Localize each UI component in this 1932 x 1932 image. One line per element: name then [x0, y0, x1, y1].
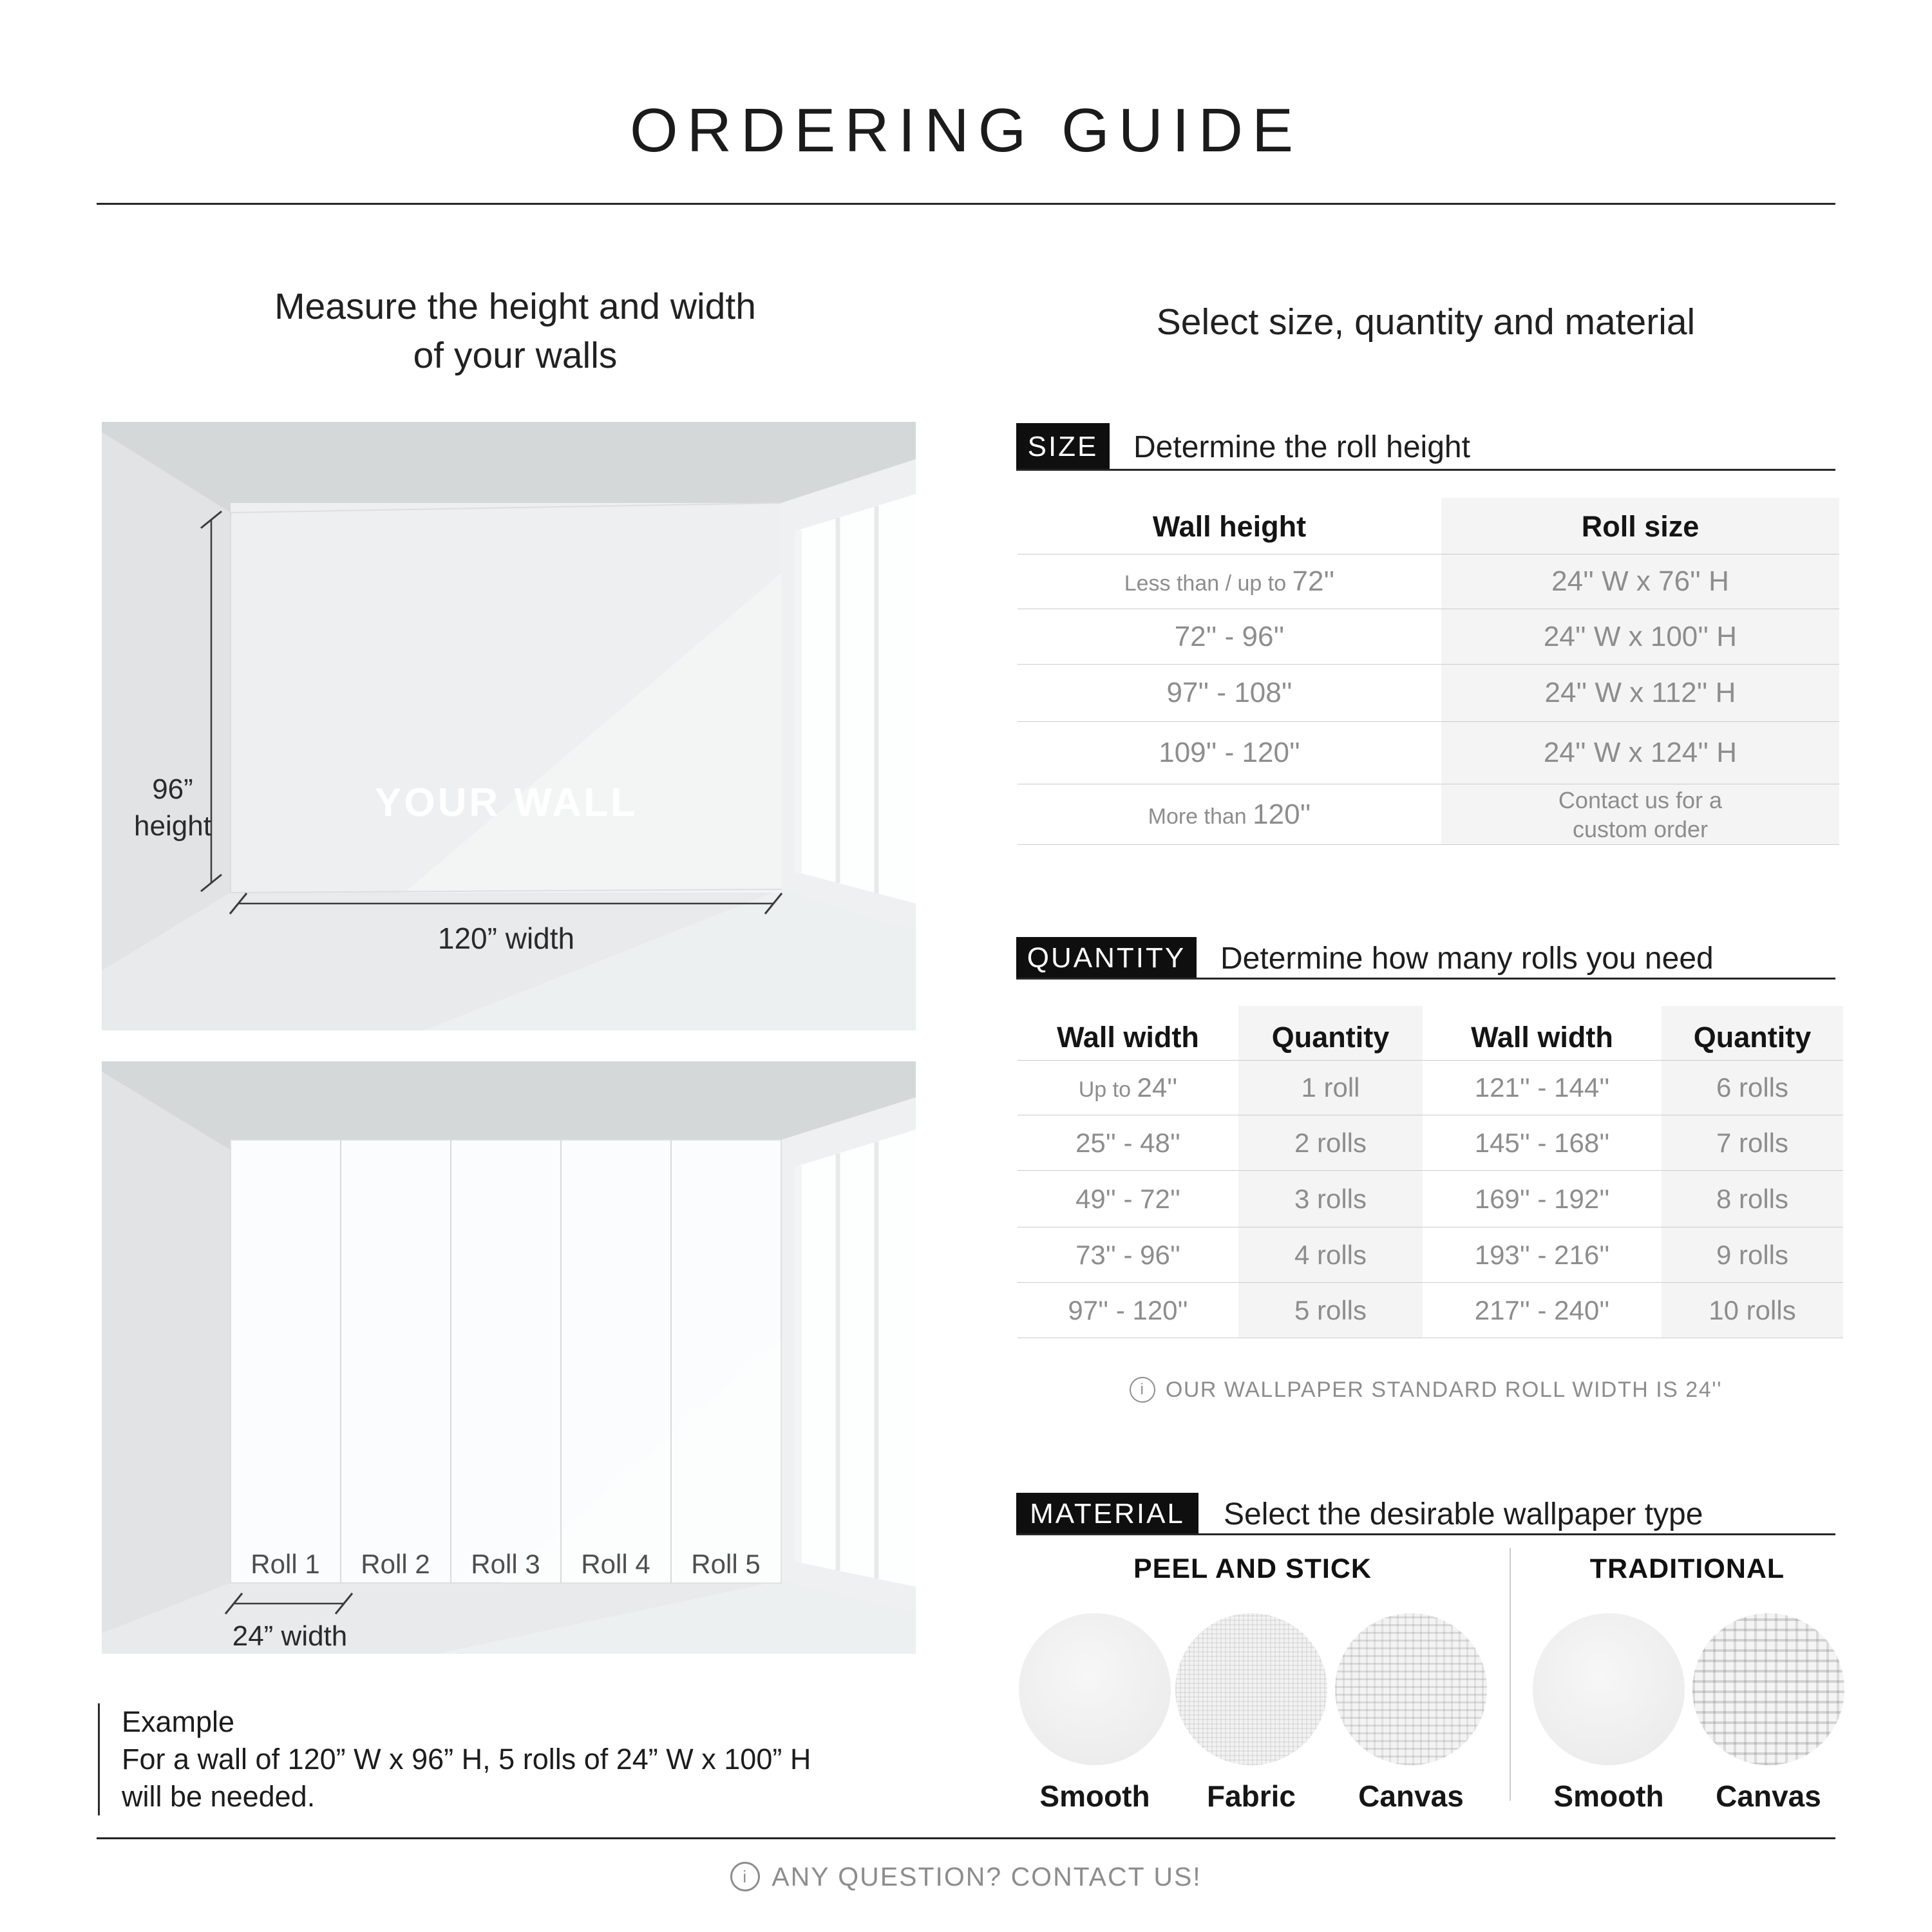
material-group-divider	[1510, 1548, 1511, 1801]
quantity-cell-wall-width: 121'' - 144''	[1474, 1072, 1610, 1103]
quantity-header-quantity-1: Quantity	[1271, 1021, 1390, 1054]
footer-note	[0, 1856, 1932, 1897]
swatch-label: Smooth	[1039, 1779, 1150, 1813]
room1-window-pane	[799, 494, 916, 904]
size-section-underline	[1016, 469, 1835, 471]
size-subtitle: Determine the roll height	[1133, 430, 1470, 464]
info-icon: i	[730, 1862, 760, 1891]
example-note	[98, 1703, 811, 1815]
roll-label-1: Roll 1	[251, 1549, 320, 1579]
roll-label-2: Roll 2	[361, 1549, 430, 1579]
title-divider	[97, 203, 1835, 205]
quantity-section-underline	[1016, 978, 1835, 980]
quantity-cell-value: 24''	[1137, 1072, 1178, 1103]
footer-divider	[97, 1837, 1835, 1839]
size-cell-value: 97'' - 108''	[1166, 677, 1293, 708]
quantity-cell-rolls: 7 rolls	[1716, 1127, 1789, 1158]
example-title: Example	[122, 1705, 235, 1738]
quantity-cell-prefix: Up to	[1078, 1077, 1137, 1102]
roll-width-note	[1016, 1370, 1835, 1409]
quantity-cell-wall-width: 49'' - 72''	[1075, 1183, 1180, 1214]
quantity-cell-rolls: 6 rolls	[1716, 1072, 1789, 1103]
quantity-cell-wall-width: 217'' - 240''	[1474, 1294, 1610, 1325]
quantity-cell-rolls: 1 roll	[1301, 1072, 1360, 1103]
quantity-cell-rolls: 10 rolls	[1709, 1294, 1796, 1325]
quantity-cell-rolls: 2 rolls	[1294, 1127, 1367, 1158]
your-wall-label: YOUR WALL	[375, 781, 638, 825]
size-cell-value: 109'' - 120''	[1159, 737, 1300, 768]
swatch-traditional-smooth	[1533, 1613, 1685, 1765]
size-cell-roll-size: 24'' W x 112'' H	[1544, 677, 1736, 708]
quantity-cell-wall-width: 25'' - 48''	[1075, 1127, 1180, 1158]
material-subtitle: Select the desirable wallpaper type	[1224, 1497, 1703, 1531]
size-cell-prefix: More than	[1148, 804, 1253, 829]
size-badge: SIZE	[1016, 423, 1110, 471]
room-illustration-measure	[102, 422, 916, 1030]
roll-width-note-text: OUR WALLPAPER STANDARD ROLL WIDTH IS 24''	[1165, 1377, 1723, 1402]
swatch-peel-fabric	[1175, 1613, 1327, 1765]
left-column-heading	[103, 282, 927, 380]
size-cell-wall-height	[1018, 784, 1441, 844]
swatch-traditional-canvas	[1692, 1613, 1844, 1765]
page-title: ORDERING GUIDE	[629, 96, 1303, 165]
size-cell-value: 120''	[1253, 798, 1311, 830]
roll-label-3: Roll 3	[471, 1549, 540, 1579]
height-dimension-word: height	[134, 810, 211, 842]
room2-left-wall	[102, 1072, 231, 1633]
quantity-cell-wall-width	[1018, 1061, 1238, 1115]
swatch-peel-smooth	[1019, 1613, 1171, 1765]
footer-note-text: ANY QUESTION? CONTACT US!	[772, 1861, 1202, 1891]
size-cell-wall-height	[1018, 554, 1441, 609]
left-heading-line1: Measure the height and width	[274, 286, 756, 327]
size-cell-value: 72''	[1292, 565, 1335, 597]
swatch-label: Canvas	[1716, 1779, 1821, 1813]
quantity-cell-rolls: 8 rolls	[1716, 1183, 1789, 1214]
quantity-cell-rolls: 5 rolls	[1294, 1294, 1367, 1325]
size-row-divider	[1018, 844, 1839, 845]
quantity-header-quantity-2: Quantity	[1693, 1021, 1812, 1054]
material-badge: MATERIAL	[1016, 1493, 1198, 1535]
width-dimension-label: 120” width	[437, 922, 575, 955]
size-cell-roll-size: 24'' W x 76'' H	[1551, 565, 1729, 597]
size-cell-contact-line2: custom order	[1572, 815, 1709, 842]
left-heading-line2: of your walls	[413, 335, 618, 376]
size-cell-roll-size	[1441, 784, 1839, 844]
quantity-cell-rolls: 4 rolls	[1294, 1239, 1367, 1270]
quantity-badge: QUANTITY	[1016, 937, 1197, 980]
material-group-peel-and-stick: PEEL AND STICK	[1133, 1553, 1372, 1584]
quantity-cell-wall-width: 97'' - 120''	[1068, 1294, 1188, 1325]
size-cell-roll-size: 24'' W x 124'' H	[1543, 737, 1738, 768]
roll-label-4: Roll 4	[581, 1549, 650, 1579]
size-cell-value: 72'' - 96''	[1174, 620, 1285, 652]
size-cell-prefix: Less than / up to	[1124, 571, 1293, 596]
example-line2: will be needed.	[122, 1780, 316, 1813]
quantity-cell-wall-width: 73'' - 96''	[1075, 1239, 1180, 1270]
material-group-traditional: TRADITIONAL	[1589, 1553, 1785, 1584]
size-cell-wall-height	[1018, 665, 1441, 721]
size-cell-wall-height	[1018, 722, 1441, 784]
size-cell-roll-size: 24'' W x 100'' H	[1543, 620, 1738, 652]
quantity-cell-wall-width: 145'' - 168''	[1474, 1127, 1610, 1158]
info-icon: i	[1130, 1377, 1155, 1403]
room-illustration-rolls	[102, 1061, 916, 1654]
size-header-roll-size: Roll size	[1581, 510, 1700, 543]
roll-label-5: Roll 5	[691, 1549, 761, 1579]
swatch-label: Fabric	[1206, 1779, 1296, 1813]
swatch-label: Smooth	[1553, 1779, 1664, 1813]
quantity-cell-wall-width: 193'' - 216''	[1474, 1239, 1610, 1270]
quantity-cell-wall-width: 169'' - 192''	[1474, 1183, 1610, 1214]
size-cell-contact-line1: Contact us for a	[1558, 786, 1723, 813]
swatch-peel-canvas	[1335, 1613, 1487, 1765]
right-column-heading: Select size, quantity and material	[1156, 301, 1696, 343]
quantity-cell-rolls: 9 rolls	[1716, 1239, 1789, 1270]
quantity-subtitle: Determine how many rolls you need	[1220, 941, 1714, 976]
quantity-header-wall-width-2: Wall width	[1471, 1021, 1613, 1054]
quantity-header-wall-width-1: Wall width	[1057, 1021, 1199, 1054]
swatch-label: Canvas	[1358, 1779, 1464, 1813]
size-header-wall-height: Wall height	[1152, 510, 1307, 543]
room2-window-pane	[799, 1130, 916, 1587]
height-dimension-value: 96”	[152, 773, 193, 805]
roll-width-dimension-label: 24” width	[232, 1620, 348, 1652]
quantity-cell-rolls: 3 rolls	[1294, 1183, 1367, 1214]
example-line1: For a wall of 120” W x 96” H, 5 rolls of 24” W x 100” H	[122, 1743, 811, 1776]
size-cell-wall-height	[1018, 609, 1441, 664]
material-section-underline	[1016, 1533, 1835, 1535]
